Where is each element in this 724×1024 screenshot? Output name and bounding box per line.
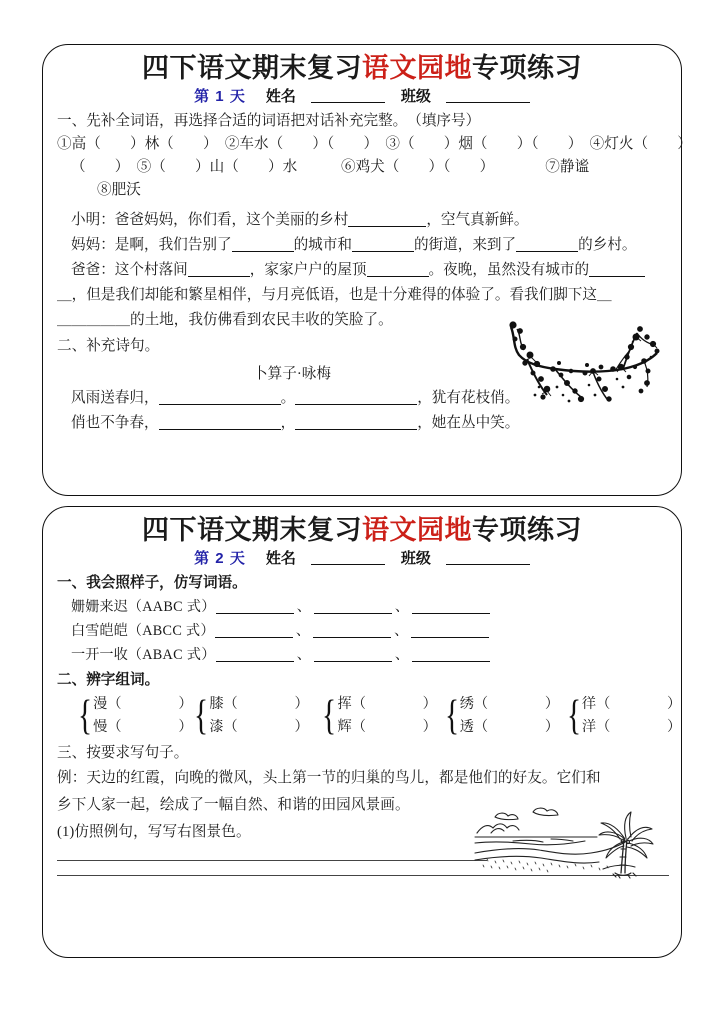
worksheet-card-day2 bbox=[42, 506, 682, 958]
imitation-pattern-abac: （ABAC 式） bbox=[127, 647, 216, 663]
character-pair-groups bbox=[57, 693, 682, 739]
dialog-continuation-1: ＿，但是我们却能和繁星相伴，与月亮低语，也是十分难得的体验了。看我们脚下这＿ bbox=[57, 287, 612, 303]
dialog-line-mama bbox=[57, 233, 667, 258]
dialog-text-2a: 是啊，我们告别了 bbox=[114, 237, 232, 253]
char-pair-5-pairs bbox=[582, 693, 682, 739]
imitation-blank-abcc-3[interactable] bbox=[411, 637, 489, 638]
imitation-blank-abcc-2[interactable] bbox=[313, 637, 391, 638]
dialog-text-3c: 。夜晚，虽然没有城市的 bbox=[428, 262, 590, 278]
imitation-example-aabc: 姗姗来迟 bbox=[71, 599, 128, 615]
char-3-bottom: 辉 bbox=[337, 719, 352, 735]
example-sentence-line2: 乡下人家一起，绘成了一幅自然、和谐的田园风景画。 bbox=[57, 797, 410, 813]
char-pair-1-top-row[interactable] bbox=[93, 693, 191, 716]
dialog-line-baba bbox=[57, 258, 667, 283]
dialog-text-2b: 的城市和 bbox=[293, 237, 352, 253]
char-pair-4-bottom-row[interactable] bbox=[460, 716, 564, 739]
beach-palm-tree-illustration bbox=[473, 803, 659, 881]
dialog-continuation-2: ＿＿＿＿＿的土地，我仿佛看到农民丰收的笑脸了。 bbox=[57, 312, 393, 328]
char-pair-group-3 bbox=[319, 693, 441, 739]
section2-heading-day1: 二、补充诗句。 bbox=[57, 338, 160, 354]
poem-line-2-tail: 她在丛中笑。 bbox=[431, 415, 520, 431]
answer-line-1[interactable] bbox=[57, 860, 487, 861]
title-part-1: 四下语文期末复习 bbox=[142, 53, 362, 83]
poem-blank-2a[interactable] bbox=[159, 429, 281, 430]
imitation-sep-aabc-2: 、 bbox=[394, 599, 410, 615]
dialog-blank-2a[interactable] bbox=[232, 251, 294, 252]
day-label-1: 第 1 天 bbox=[194, 88, 246, 105]
char-3-top: 挥 bbox=[337, 696, 352, 712]
class-blank-2[interactable] bbox=[446, 564, 530, 565]
char-pair-2-top-row[interactable] bbox=[209, 693, 319, 716]
char-pair-group-2 bbox=[191, 693, 319, 739]
poem-line-2-midpunct: ， bbox=[280, 415, 296, 431]
poem-line-1-start: 风雨送春归， bbox=[71, 390, 159, 406]
char-5-top-paren: （ ） bbox=[596, 696, 682, 712]
speaker-xiaoming: 小明： bbox=[71, 212, 115, 228]
char-pair-4-top-row[interactable] bbox=[460, 693, 564, 716]
poem-line-1 bbox=[57, 386, 667, 411]
imitation-blank-aabc-3[interactable] bbox=[412, 613, 490, 614]
char-pair-3-top-row[interactable] bbox=[338, 693, 442, 716]
class-blank-1[interactable] bbox=[446, 102, 530, 103]
char-4-top: 绣 bbox=[459, 696, 474, 712]
char-3-top-paren: （ ） bbox=[351, 696, 437, 712]
day-label-2: 第 2 天 bbox=[194, 550, 246, 567]
brace-icon: { bbox=[194, 693, 209, 739]
section1-heading-day2: 一、我会照样子，仿写词语。 bbox=[57, 575, 247, 591]
char-1-top: 漫 bbox=[93, 696, 108, 712]
char-5-top: 徉 bbox=[581, 696, 597, 712]
char-pair-2-pairs bbox=[209, 693, 319, 739]
poem-line-2 bbox=[57, 411, 667, 436]
idiom-row-1: ①高（ ）林（ ） ②车水（ ）（ ） ③（ ）烟（ ）（ ） ④灯火（ ） bbox=[57, 136, 692, 152]
speaker-mama: 妈妈： bbox=[71, 237, 115, 253]
title-part-1-d2: 四下语文期末复习 bbox=[142, 515, 362, 545]
char-4-top-paren: （ ） bbox=[473, 696, 560, 712]
imitation-example-abac: 一开一收 bbox=[71, 647, 128, 663]
char-1-top-paren: （ ） bbox=[107, 696, 193, 712]
char-pair-group-5 bbox=[564, 693, 682, 739]
char-4-bottom: 透 bbox=[459, 719, 474, 735]
dialog-blank-3a[interactable] bbox=[188, 276, 250, 277]
section1-heading-day1: 一、先补全词语，再选择合适的词语把对话补充完整。 （填序号） bbox=[57, 113, 481, 129]
poem-blank-1a[interactable] bbox=[159, 404, 281, 405]
poem-line-1-tail: 犹有花枝俏。 bbox=[431, 390, 520, 406]
idiom-row-3: ⑧肥沃 bbox=[97, 182, 141, 198]
char-5-bottom: 洋 bbox=[581, 719, 597, 735]
poem-title: 卜算子·咏梅 bbox=[253, 366, 331, 382]
example-sentence-line1: 例：天边的红霞，向晚的微风，头上第一节的归巢的鸟儿，都是他们的好友。它们和 bbox=[57, 770, 601, 786]
imitation-pattern-aabc: （AABC 式） bbox=[127, 599, 216, 615]
char-pair-5-bottom-row[interactable] bbox=[582, 716, 682, 739]
imitation-sep-abcc-2: 、 bbox=[394, 623, 409, 639]
imitation-blank-abcc-1[interactable] bbox=[215, 637, 293, 638]
imitation-pattern-abcc: （ABCC 式） bbox=[127, 623, 215, 639]
poem-line-1-endpunct: ， bbox=[417, 390, 432, 406]
dialog-blank-1a[interactable] bbox=[348, 226, 426, 227]
worksheet-card-day1 bbox=[42, 44, 692, 496]
char-pair-3-pairs bbox=[338, 693, 442, 739]
title-part-2-d2: 专项练习 bbox=[472, 515, 582, 545]
char-5-bottom-paren: （ ） bbox=[596, 719, 682, 735]
char-2-top: 膝 bbox=[209, 696, 224, 712]
section2-heading-day2: 二、辨字组词。 bbox=[57, 672, 160, 688]
imitation-sep-abac-1: 、 bbox=[296, 647, 311, 663]
char-pair-5-top-row[interactable] bbox=[582, 693, 682, 716]
char-2-bottom: 漆 bbox=[209, 719, 224, 735]
dialog-text-1b: ，空气真新鲜。 bbox=[426, 212, 529, 228]
char-1-bottom-paren: （ ） bbox=[107, 719, 193, 735]
imitation-sep-abac-2: 、 bbox=[394, 647, 410, 663]
class-label-1: 班级 bbox=[400, 88, 431, 105]
dialog-text-3b: ，家家户户的屋顶 bbox=[249, 262, 367, 278]
char-pair-4-pairs bbox=[460, 693, 564, 739]
imitation-blank-abac-1[interactable] bbox=[216, 661, 294, 662]
poem-blank-2b[interactable] bbox=[295, 429, 417, 430]
brace-icon: { bbox=[444, 693, 459, 739]
char-2-top-paren: （ ） bbox=[223, 696, 309, 712]
char-4-bottom-paren: （ ） bbox=[473, 719, 560, 735]
dialog-blank-3c[interactable] bbox=[589, 276, 645, 277]
dialog-text-3a: 这个村落间 bbox=[114, 262, 188, 278]
imitation-blank-aabc-2[interactable] bbox=[314, 613, 392, 614]
imitation-row-abcc bbox=[57, 619, 667, 643]
poem-line-2-start: 俏也不争春， bbox=[71, 415, 159, 431]
name-label-1: 姓名 bbox=[265, 88, 296, 105]
subhead-day2 bbox=[57, 548, 667, 570]
char-pair-1-pairs bbox=[93, 693, 191, 739]
imitation-blank-abac-3[interactable] bbox=[412, 661, 490, 662]
poem-line-1-midpunct: 。 bbox=[280, 390, 296, 406]
page-title-day2 bbox=[57, 513, 667, 547]
name-blank-1[interactable] bbox=[311, 102, 385, 103]
dialog-text-2d: 的乡村。 bbox=[578, 237, 637, 253]
char-pair-1-bottom-row[interactable] bbox=[93, 716, 191, 739]
char-1-bottom: 慢 bbox=[93, 719, 108, 735]
brace-icon: { bbox=[78, 693, 93, 739]
char-2-bottom-paren: （ ） bbox=[223, 719, 309, 735]
section3-heading-day2: 三、按要求写句子。 bbox=[57, 745, 189, 761]
imitation-row-abac bbox=[57, 643, 667, 667]
question-1-prompt: (1)仿照例句，写写右图景色。 bbox=[57, 824, 251, 840]
dialog-blank-2c[interactable] bbox=[516, 251, 578, 252]
title-accent-1: 语文园地 bbox=[362, 53, 472, 83]
dialog-text-1a: 爸爸妈妈，你们看，这个美丽的乡村 bbox=[114, 212, 349, 228]
imitation-row-aabc bbox=[57, 595, 667, 619]
char-3-bottom-paren: （ ） bbox=[351, 719, 437, 735]
dialog-blank-3b[interactable] bbox=[367, 276, 429, 277]
char-pair-2-bottom-row[interactable] bbox=[209, 716, 319, 739]
imitation-sep-abcc-1: 、 bbox=[295, 623, 311, 639]
class-label-2: 班级 bbox=[400, 550, 431, 567]
dialog-text-2c: 的街道，来到了 bbox=[413, 237, 517, 253]
brace-icon: { bbox=[566, 693, 581, 739]
imitation-sep-aabc-1: 、 bbox=[296, 599, 311, 615]
char-pair-3-bottom-row[interactable] bbox=[338, 716, 442, 739]
char-pair-group-4 bbox=[442, 693, 564, 739]
title-part-2: 专项练习 bbox=[472, 53, 582, 83]
poem-line-2-endpunct: ， bbox=[417, 415, 432, 431]
page-title-day1 bbox=[57, 51, 667, 85]
title-accent-2: 语文园地 bbox=[362, 515, 472, 545]
dialog-blank-2b[interactable] bbox=[352, 251, 414, 252]
idiom-row-2: （ ） ⑤（ ）山（ ）水 ⑥鸡犬（ ）（ ） ⑦静谧 bbox=[71, 159, 590, 175]
speaker-baba: 爸爸： bbox=[71, 262, 115, 278]
imitation-blank-aabc-1[interactable] bbox=[216, 613, 294, 614]
poem-blank-1b[interactable] bbox=[295, 404, 417, 405]
imitation-blank-abac-2[interactable] bbox=[314, 661, 392, 662]
imitation-example-abcc: 白雪皑皑 bbox=[71, 623, 128, 639]
subhead-day1 bbox=[57, 86, 667, 108]
char-pair-group-1 bbox=[75, 693, 191, 739]
brace-icon: { bbox=[322, 693, 337, 739]
name-label-2: 姓名 bbox=[265, 550, 296, 567]
name-blank-2[interactable] bbox=[311, 564, 385, 565]
dialog-line-xiaoming bbox=[57, 208, 667, 233]
